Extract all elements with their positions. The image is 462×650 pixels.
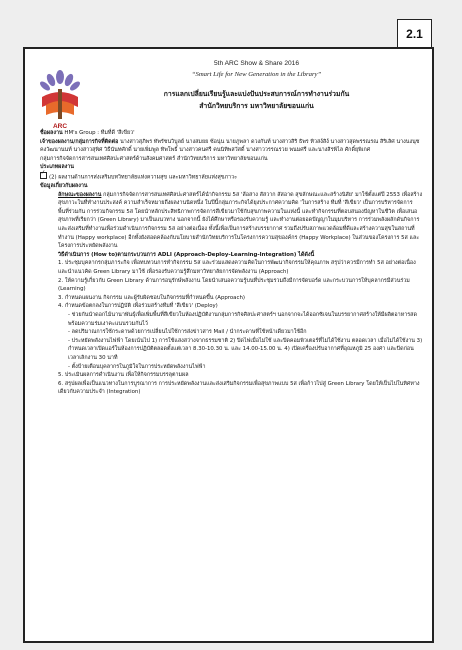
intro-paragraph — [40, 191, 423, 251]
sub-step-4: - ตั้งป้ายเตือนบุคลากรในภูมิใจในการประหยัดพลังงานไฟฟ้า — [68, 363, 206, 370]
sub-step-1: - ช่วยกันนำดอกไม้นานาพันธุ์เพื่อเพิ่มพื้นที่สีเขียวในห้องปฏิบัติงานกลุ่มการกิจศิลปะศาสตร์ฯ นอกจากจะได้ออกซิเจนในบรรยากาศสร้างให้มีผลิตอาหารสดพร้อมความร่มเงาคะแนนรวมกันไว้ — [68, 311, 417, 327]
document-body — [40, 129, 423, 397]
owner-value: นางสาวสุภิพร ทัพรัชนวิบูลย์ นางสมยย ซ้อนุ่น นายภูพลา ดวงกันท์ นางสาวสิริ ธิพร ทิวสง์สิง์ นางสาวสุดพรรณรณ สิริเลิศ นางนงนุช คงวัฒนานนท์ นางสาวสุพิศ วิธีนันทศักดิ์ นายเพิ่มพูล ทิพโพธิ์ นางสาวคนศรี คนนิทิพสวัสดิ์ นางสาววรรณรวย พนมศรี และนางสิรพิไล ศักดิ์ยุพิเกศ — [40, 138, 420, 154]
step-2: 2. ให้ความรู้เกี่ยวกับ Green Library ด้านการอนุรักษ์พลังงาน โดยนำเสนอความรู้บนที่ประชุมรวมถึงมีการจัดบอร์ด และกระบวนการให้บุคลากรมีส่วนร่วม (Learning) — [58, 277, 410, 293]
type-value: (2) ผลงานด้านการส่งเสริมบทวิทยาลัยแห่งความสุข และมหาวิทยาลัยแห่งสุขภาวะ — [49, 174, 237, 181]
unit-line: กลุ่มการกิจจัดการสารสนเทศศิลปะศาสตร์ด้านสังคมศาสตร์ สำนักวิทยบริการ มหาวิทยาลัยขอนแก่น — [40, 155, 268, 162]
document-sheet — [23, 47, 434, 643]
owner-line — [40, 138, 423, 155]
slogan: “Smart Life for New Generation in the Library” — [191, 71, 322, 78]
group-value: HM's Group : ทีมที่ดี 'สีเขียว' — [62, 130, 135, 136]
step-5: 5. ประเมินผลการดำเนินงาน เพื่อให้กิจกรรมบรรลุตามผล — [58, 372, 189, 379]
logo-text: ARC — [52, 123, 68, 130]
step-6: 6. สรุปผลเพื่อเป็นแนวทางในการบูรณาการ การประหยัดพลังงานและส่งเสริมกิจกรรมเพื่อสุขภาพแบบ 5ส เพื่อก้าวไปสู่ Green Library โดยให้เป็นไปในทิศทางเดียวกับความประจำ (Integration) — [58, 380, 420, 396]
intro-text: กลุ่มการกิจจัดการสารสนเทศศิลปะศาสตร์ได้นำกิจกรรม 5ส 'ส้อสาง สัสวาก สัสอาด สุขลักษณะและสร้างนิสัย' มาใช้ตั้งแต่ปี 2553 เพื่อสร้างสุขภาวะในที่ทำงานประสงค์ ความสำเร็จหมายถึงผลงานนิดหนึ่ง ในปีนี้กลุ่มภาระกิจได้ยุงประกาศความคิด 'ในการสร้าง ทีมที่ 'สีเขียว' เป็นการบริหารจัดการพื้นที่ร่วมกัน การร่วมกิจกรรม 5ส โดยนำหลักประสิทธิภาพการจัดการสีเขียวมาใช้กับสุขภาพความในแห่งนี้ และทำกิจกรรมที่ตอบสนองปัญหาในชีวิต เพื่อเสนอสุขภาพที่เรียกว่า (Green Library) มาเป็นแนวทาง นอกจากนี้ ยังได้ศึกษาหรือรองรับความรู้ และทำงานต่อยอดปัญญาในมุมบริหาร การร่วมพลังผลักดันกิจการและส่งเสริมที่ทำงานเพื่อร่วมดำเนินการกิจกรรม 5ส อย่างต่อเนื่อง ทั้งนี้เพื่อเป็นการสร้างบรรยากาศ รวมถึงปรับสภาพแวดล้อมที่ดีและสร้างความสุขในสถานที่ทำงาน (Happy workplace) อีกทั้งยังสอดคล้องกับนโยบายสำนักวิทยบริการในโครงการความสุของค์กร (Happy Workplace) ในส่วนของโครงการ 5ส และโครงการประหยัดพลังงาน — [58, 191, 423, 250]
type-label: ประเภทผลงาน — [40, 164, 74, 171]
step-4: 4. กำหนดข้อตกลงในการปฏิบัติ เพื่อร่วมสร้างทีมที่ 'สีเขียว' (Deploy) — [58, 303, 218, 310]
intro-lead: ลักษณะของผลงาน — [58, 191, 102, 198]
checkbox-icon — [40, 172, 47, 179]
event-line — [85, 60, 428, 67]
title-line-2: สำนักวิทยบริการ มหาวิทยาลัยขอนแก่น — [199, 102, 314, 110]
group-label: ชื่อผลงาน — [40, 130, 63, 136]
arc-logo — [34, 67, 86, 131]
owner-label: เจ้าของผลงาน/กลุ่มการกิจที่ติดต่อ — [40, 138, 119, 145]
event-line-text: 5th ARC Show & Share 2016 — [213, 60, 300, 67]
group-line — [40, 129, 423, 138]
adli-title: วิธีดำเนินการ (How to)ตามกระบวนการ ADLI (Approach-Deploy-Learning-Integration) ได้ดังนี้ — [58, 251, 315, 258]
sub-step-2: - ลดปริมาณการใช้กระดาษด้วยการเปลี่ยนไปใช้การส่งข่าวสาร Mail / นำกระดาษที่ใช้หน้าเดียวมาใช้อีก — [68, 329, 307, 336]
page-number: 2.1 — [397, 19, 432, 48]
sub-step-3: - ประหยัดพลังงานไฟฟ้า โดยเน้นไป 1) การใช้แสงสว่างจากธรรมชาติ 2) ปิดไฟเมื่อไม่ใช้ และปิดคอมพิวเตอร์ที่ไม่ได้ใช้งาน ตลอดเวลา เมื่อไม่ได้ใช้งาน 3) กำหนดเวลาเปิดแอร์ในห้องการปฏิบัติตลอดตั้งแต่เวลา 8.30-10.30 น. และ 14.00-15.00 น. 4) เปิดเครื่องปรับอากาศที่อุณหภูมิ 25 องศา และปิดก่อนเวลาเลิกงาน 30 นาที — [68, 337, 423, 361]
step-3: 3. กำหนดแผนงาน กิจกรรม และผู้รับผิดชอบในกิจกรรมที่กำหนดขึ้น (Approach) — [58, 294, 245, 301]
type-line — [40, 172, 423, 182]
step-1: 1. ประชุมบุคลากรกลุ่มภาระกิจ เพื่อทบทวนการทำกิจกรรม 5ส และร่วมแสดงความคิดในการพัฒนากิจกรรมให้คุณภาพ สรุปว่าควรมีการทำ 5ส อย่างต่อเนื่อง และนำแนวคิด Green Library มาใช้ เพื่อรองรับความรู้สึกมหาวิทยาลัยการจัดพลังงาน (Approach) — [58, 260, 416, 275]
info-label: ข้อมูลเกี่ยวกับผลงาน — [40, 183, 88, 190]
title-line-1: การแลกเปลี่ยนเรียนรู้และแบ่งปันประสบการณ์การทำงานร่วมกัน — [163, 90, 350, 98]
arc-logo-icon — [34, 67, 86, 125]
